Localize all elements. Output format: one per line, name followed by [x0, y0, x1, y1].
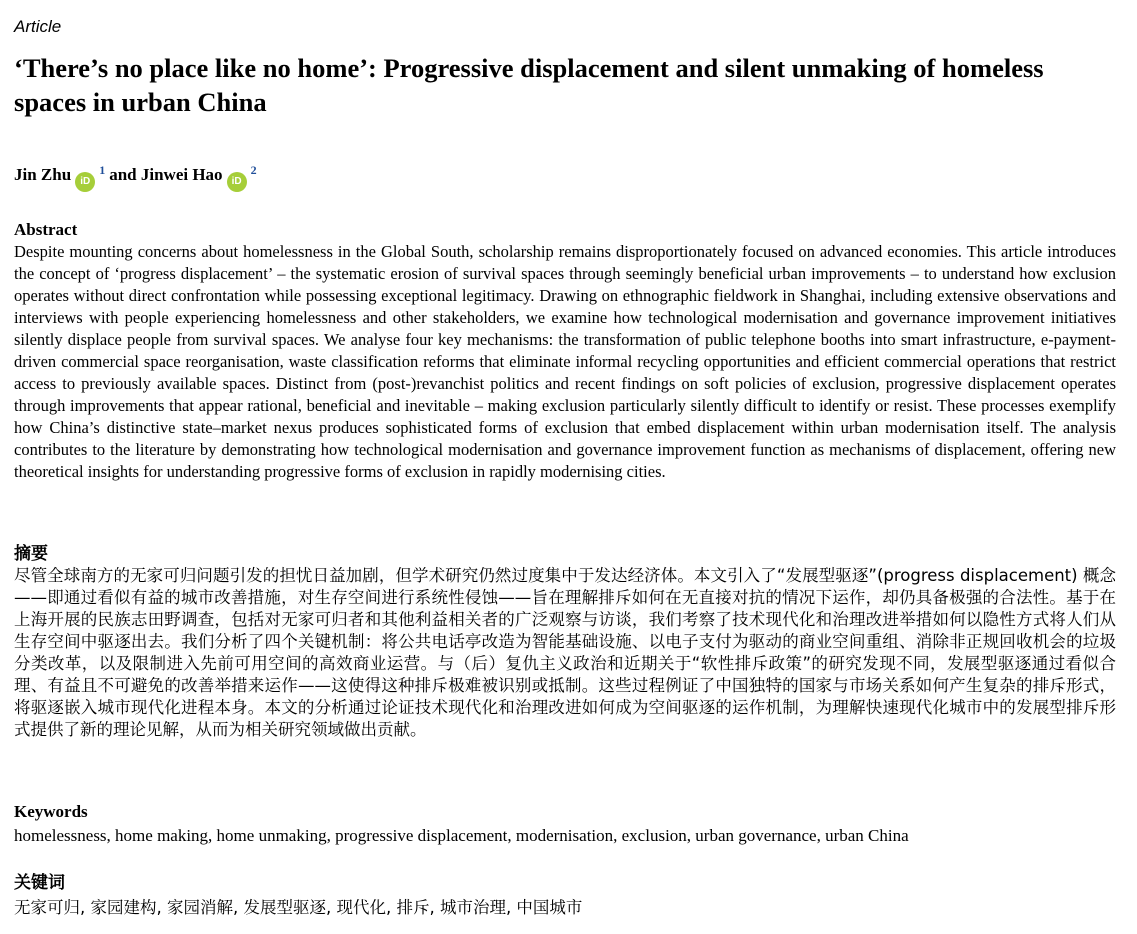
abstract-text: Despite mounting concerns about homelessness in the Global South, scholarship remains disproportionately focused on advanced economies. This article introduces the concept of ‘progress displacement’ – the systematic erosion of survival spaces through seemingly beneficial urban improvements – to understand how exclusion operates without direct confrontation while possessing exceptional legitimacy. Drawing on ethnographic fieldwork in Shanghai, including extensive observations and interviews with people experiencing homelessness and other stakeholders, we examine how technological modernisation and governance improvement initiatives silently displace people from survival spaces. We analyse four key mechanisms: the transformation of public telephone booths into smart infrastructure, e-payment-driven commercial space reorganisation, waste classification reforms that eliminate informal recycling opportunities and efficient commercial operations that restrict access to previously available spaces. Distinct from (post-)revanchist politics and recent findings on soft policies of exclusion, progressive displacement operates through improvements that appear rational, beneficial and inevitable – making exclusion particularly silently difficult to identify or resist. These processes exemplify how China’s distinctive state–market nexus produces sophisticated forms of exclusion that embed displacement within urban modernisation itself. The analysis contributes to the literature by demonstrating how technological modernisation and governance improvement function as mechanisms of displacement, offering new theoretical insights for understanding progressive forms of exclusion in rapidly modernising cities. [14, 242, 1116, 481]
orcid-icon[interactable]: iD [227, 172, 247, 192]
author-list [14, 158, 261, 192]
keywords-zh-text: 无家可归, 家园建构, 家园消解, 发展型驱逐, 现代化, 排斥, 城市治理, 中国城市 [14, 898, 583, 917]
article-title: ‘There’s no place like no home’: Progressive displacement and silent unmaking of homeless spaces in urban China [14, 53, 1044, 117]
article-type-label: Article [14, 17, 62, 36]
abstract-zh-heading: 摘要 [14, 544, 48, 564]
keywords-heading: Keywords [14, 802, 88, 821]
abstract-zh-text: 尽管全球南方的无家可归问题引发的担忧日益加剧，但学术研究仍然过度集中于发达经济体。本文引入了“发展型驱逐”(progress displacement) 概念——即通过看似有益的城市改善措施，对生存空间进行系统性侵蚀——旨在理解排斥如何在无直接对抗的情况下运作，却仍具备极强的合法性。基于在上海开展的民族志田野调查，包括对无家可归者和其他利益相关者的广泛观察与访谈，我们考察了技术现代化和治理改进举措如何以隐性方式将人们从生存空间中驱逐出去。我们分析了四个关键机制：将公共电话亭改造为智能基础设施、以电子支付为驱动的商业空间重组、消除非正规回收机会的垃圾分类改革，以及限制进入先前可用空间的高效商业运营。与（后）复仇主义政治和近期关于“软性排斥政策”的研究发现不同，发展型驱逐通过看似合理、有益且不可避免的改善举措来运作——这使得这种排斥极难被识别或抵制。这些过程例证了中国独特的国家与市场关系如何产生复杂的排斥形式，将驱逐嵌入城市现代化进程本身。本文的分析通过论证技术现代化和治理改进如何成为空间驱逐的运作机制，为理解快速现代化城市中的发展型排斥形式提供了新的理论见解，从而为相关研究领域做出贡献。 [14, 566, 1116, 739]
affiliation-marker[interactable]: 2 [250, 163, 257, 177]
author-name[interactable]: Jin Zhu [14, 165, 72, 184]
affiliation-marker[interactable]: 1 [99, 163, 106, 177]
abstract-heading: Abstract [14, 220, 78, 239]
author-name[interactable]: Jinwei Hao [140, 165, 223, 184]
keywords-text: homelessness, home making, home unmaking, progressive displacement, modernisation, exclusion, urban governance, urban China [14, 826, 909, 845]
keywords-zh-heading: 关键词 [14, 873, 65, 893]
author-connector: and [109, 165, 137, 184]
orcid-icon[interactable]: iD [75, 172, 95, 192]
